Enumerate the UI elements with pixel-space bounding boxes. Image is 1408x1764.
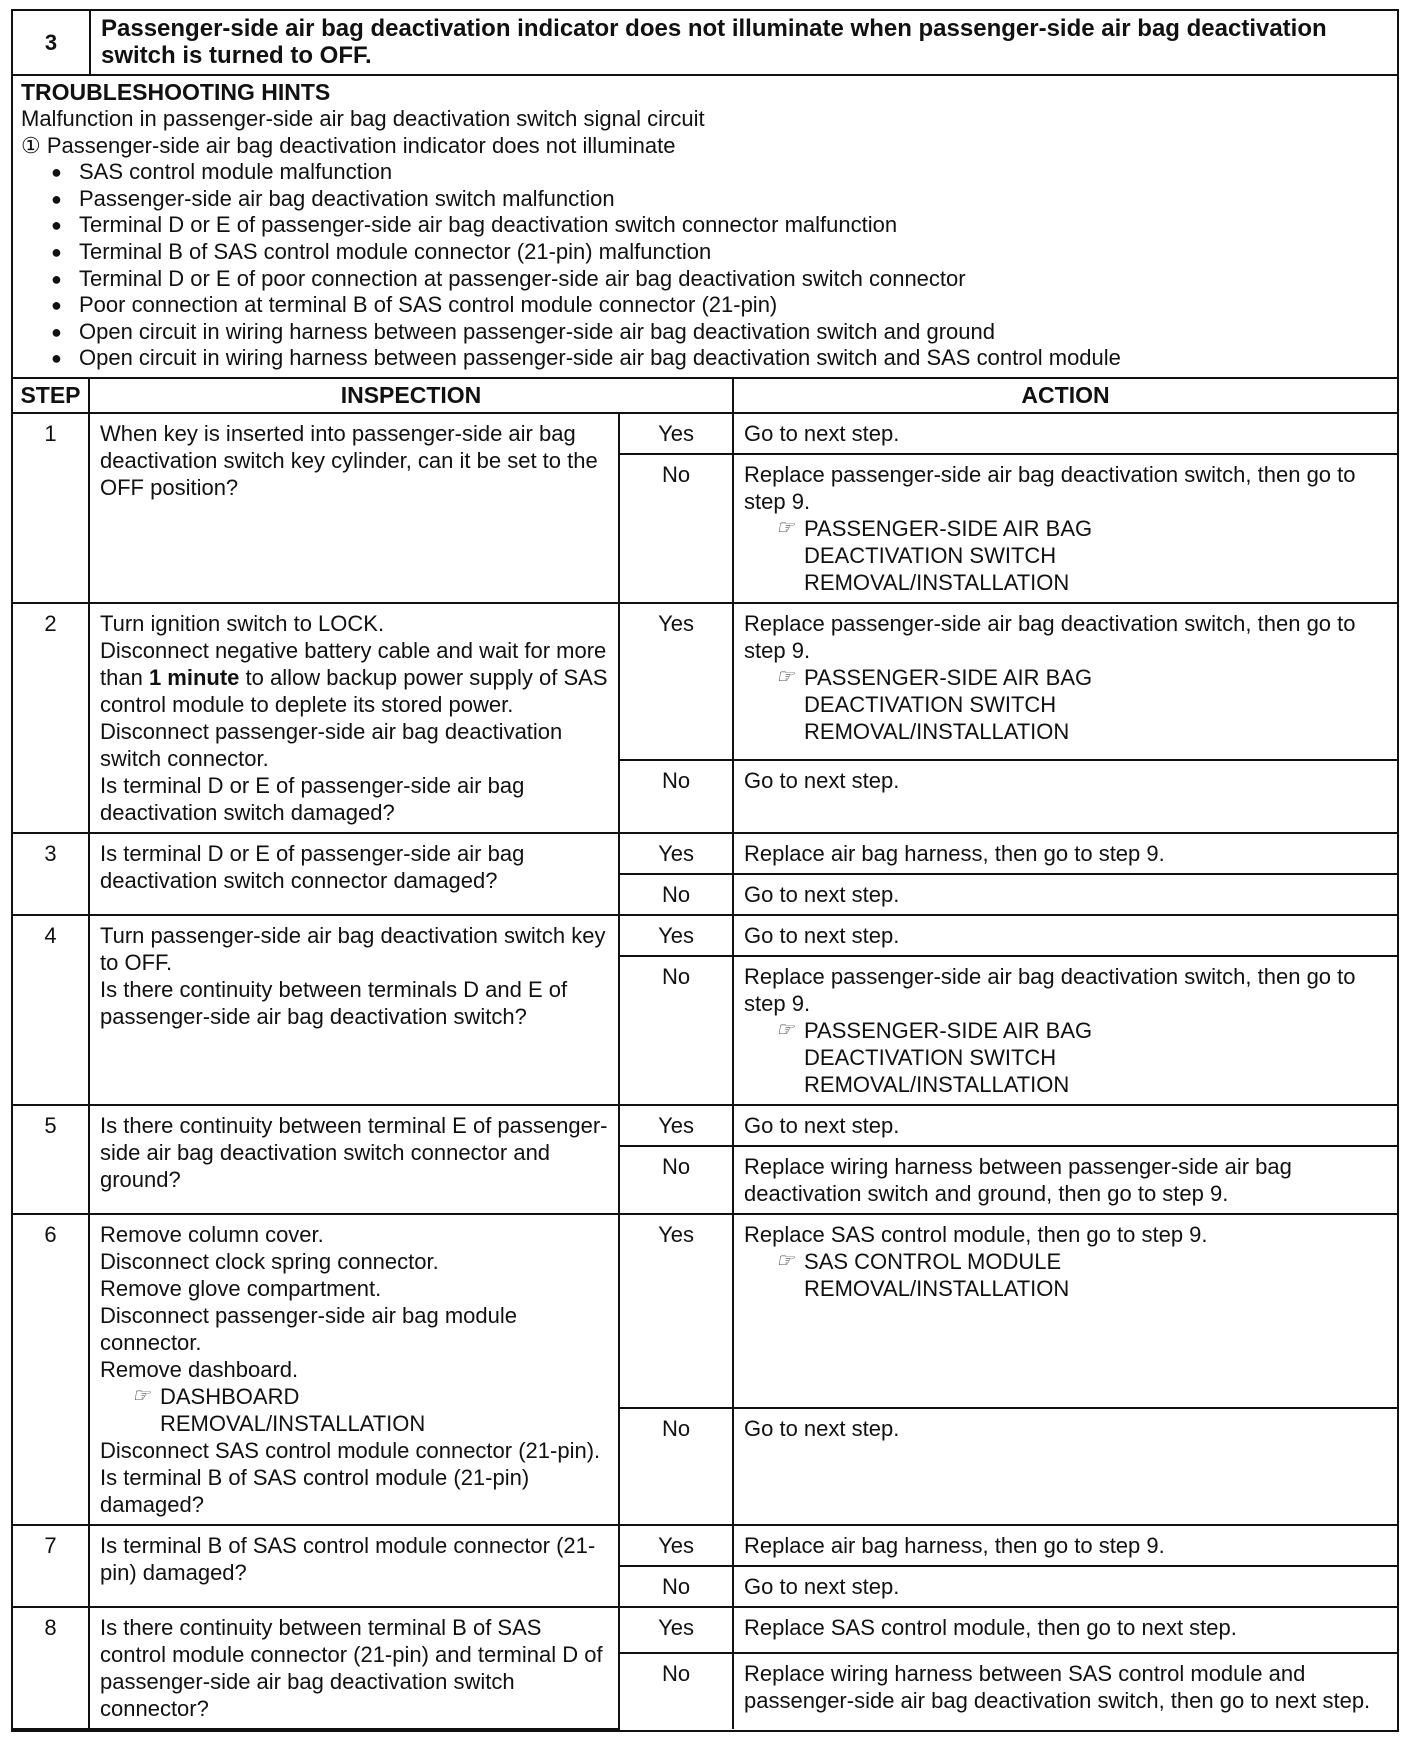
hints-title: TROUBLESHOOTING HINTS: [21, 79, 331, 105]
inspection-line: Remove dashboard.: [100, 1356, 299, 1382]
bullet-icon: ●: [51, 241, 62, 262]
no-label: No: [619, 1146, 733, 1214]
step-inspection: When key is inserted into passenger-side air bag deactivation switch key cylinder, can it be set to the OFF position?: [89, 413, 619, 603]
inspection-line: Is terminal D or E of passenger-side air bag deactivation switch damaged?: [100, 772, 525, 825]
table-row: [13, 1607, 1397, 1653]
pointing-hand-icon: ☞: [776, 516, 794, 539]
reference-line: PASSENGER-SIDE AIR BAG: [804, 515, 1093, 541]
table-row: [13, 833, 1397, 874]
inspection-line: Is terminal B of SAS control module (21-pin) damaged?: [100, 1464, 530, 1517]
yes-action: Go to next step.: [733, 1105, 1397, 1146]
yes-label: Yes: [619, 1525, 733, 1566]
step-number: 2: [13, 603, 89, 833]
hint-text: Passenger-side air bag deactivation switch malfunction: [79, 185, 615, 211]
troubleshooting-table-frame: [11, 9, 1399, 1732]
pointing-hand-icon: ☞: [776, 1018, 794, 1041]
hint-text: Poor connection at terminal B of SAS control module connector (21-pin): [79, 292, 778, 318]
reference-line: REMOVAL/INSTALLATION: [804, 569, 1070, 595]
hint-item: [51, 186, 1387, 213]
inspection-line: Remove glove compartment.: [100, 1275, 382, 1301]
hint-item: [51, 266, 1387, 293]
yes-action: Replace air bag harness, then go to step 9.: [733, 1525, 1397, 1566]
table-row: [13, 1105, 1397, 1146]
action-text: Replace SAS control module, then go to step 9.: [744, 1221, 1208, 1247]
hint-text: Terminal B of SAS control module connector (21-pin) malfunction: [79, 238, 712, 264]
yes-label: Yes: [619, 915, 733, 956]
hint-item: [51, 159, 1387, 186]
no-label: No: [619, 1566, 733, 1607]
step-number: 7: [13, 1525, 89, 1607]
inspection-emphasis: 1 minute: [148, 664, 240, 690]
bullet-icon: ●: [51, 268, 62, 289]
reference-line: DEACTIVATION SWITCH: [804, 691, 1057, 717]
hints-circuit-line: Malfunction in passenger-side air bag deactivation switch signal circuit: [21, 106, 705, 131]
yes-action: Go to next step.: [733, 413, 1397, 454]
no-action: Go to next step.: [733, 760, 1397, 833]
reference-line: REMOVAL/INSTALLATION: [804, 1275, 1070, 1301]
symptom-title: Passenger-side air bag deactivation indicator does not illuminate when passenger-side air bag deactivation switch is turned to OFF.: [101, 15, 1327, 69]
yes-label: Yes: [619, 1105, 733, 1146]
pointing-hand-icon: ☞: [776, 1249, 794, 1272]
hint-item: [51, 319, 1387, 346]
step-inspection: Is there continuity between terminal E of passenger-side air bag deactivation switch connector and ground?: [89, 1105, 619, 1214]
table-row: [13, 1214, 1397, 1408]
troubleshooting-page: [11, 9, 1399, 1732]
yes-label: Yes: [619, 1214, 733, 1408]
step-inspection: [89, 915, 619, 1105]
table-row: [13, 1525, 1397, 1566]
symptom-header: [13, 11, 1397, 76]
reference-line: DASHBOARD: [160, 1383, 300, 1409]
yes-action: Replace air bag harness, then go to step 9.: [733, 833, 1397, 874]
no-label: No: [619, 874, 733, 915]
no-label: No: [619, 1653, 733, 1729]
col-header-inspection: INSPECTION: [89, 379, 733, 413]
yes-label: Yes: [619, 413, 733, 454]
table-row: [13, 413, 1397, 454]
action-text: Replace passenger-side air bag deactivation switch, then go to step 9.: [744, 461, 1356, 514]
yes-label: Yes: [619, 833, 733, 874]
bullet-icon: ●: [51, 321, 62, 342]
reference-link[interactable]: [776, 1248, 1389, 1302]
step-number: 6: [13, 1214, 89, 1525]
pointing-hand-icon: ☞: [776, 665, 794, 688]
step-number: 1: [13, 413, 89, 603]
no-action: Go to next step.: [733, 874, 1397, 915]
reference-line: SAS CONTROL MODULE: [804, 1248, 1062, 1274]
table-row: [13, 915, 1397, 956]
reference-link[interactable]: [776, 515, 1389, 596]
hint-item: [51, 292, 1387, 319]
inspection-line: Disconnect passenger-side air bag deactivation switch connector.: [100, 718, 563, 771]
step-number: 3: [13, 833, 89, 915]
step-inspection: [89, 603, 619, 833]
action-text: Replace passenger-side air bag deactivation switch, then go to step 9.: [744, 610, 1356, 663]
yes-label: Yes: [619, 603, 733, 760]
bullet-icon: ●: [51, 295, 62, 316]
yes-action: [733, 1214, 1397, 1408]
inspection-line: Turn ignition switch to LOCK.: [100, 610, 385, 636]
bullet-icon: ●: [51, 188, 62, 209]
reference-line: PASSENGER-SIDE AIR BAG: [804, 1017, 1093, 1043]
inspection-line: Is there continuity between terminals D and E of passenger-side air bag deactivation switch?: [100, 976, 568, 1029]
hint-text: SAS control module malfunction: [79, 159, 393, 185]
yes-action: Replace SAS control module, then go to next step.: [733, 1607, 1397, 1653]
no-action: [733, 956, 1397, 1105]
step-inspection: Is terminal B of SAS control module connector (21-pin) damaged?: [89, 1525, 619, 1607]
step-number: 8: [13, 1607, 89, 1729]
inspection-table: [13, 379, 1397, 1730]
inspection-line: Disconnect passenger-side air bag module connector.: [100, 1302, 518, 1355]
no-action: [733, 454, 1397, 603]
step-number: 4: [13, 915, 89, 1105]
step-inspection: Is terminal D or E of passenger-side air bag deactivation switch connector damaged?: [89, 833, 619, 915]
reference-line: DEACTIVATION SWITCH: [804, 542, 1057, 568]
action-text: Replace passenger-side air bag deactivation switch, then go to step 9.: [744, 963, 1356, 1016]
bullet-icon: ●: [51, 348, 62, 369]
col-header-action: ACTION: [733, 379, 1397, 413]
inspection-line: Disconnect clock spring connector.: [100, 1248, 439, 1274]
inspection-line: Remove column cover.: [100, 1221, 324, 1247]
hint-text: Terminal D or E of poor connection at passenger-side air bag deactivation switch connector: [79, 265, 966, 291]
hint-item: [51, 239, 1387, 266]
no-label: No: [619, 956, 733, 1105]
reference-link[interactable]: [776, 1017, 1389, 1098]
no-label: No: [619, 454, 733, 603]
step-number: 5: [13, 1105, 89, 1214]
inspection-line: [100, 637, 610, 718]
reference-link[interactable]: [776, 664, 1389, 745]
reference-line: REMOVAL/INSTALLATION: [804, 1071, 1070, 1097]
inspection-line: Turn passenger-side air bag deactivation switch key to OFF.: [100, 922, 606, 975]
inspection-text: Disconnect negative battery cable and wait for more than: [100, 637, 607, 690]
symptom-number: 3: [13, 11, 91, 74]
hint-text: Open circuit in wiring harness between passenger-side air bag deactivation switch and SAS control module: [79, 345, 1121, 371]
reference-line: REMOVAL/INSTALLATION: [804, 718, 1070, 744]
no-action: Replace wiring harness between passenger-side air bag deactivation switch and ground, then go to step 9.: [733, 1146, 1397, 1214]
reference-line: DEACTIVATION SWITCH: [804, 1044, 1057, 1070]
bullet-icon: ●: [51, 215, 62, 236]
troubleshooting-hints: [13, 76, 1397, 379]
no-action: Go to next step.: [733, 1566, 1397, 1607]
hint-item: [51, 345, 1387, 372]
no-action: Replace wiring harness between SAS control module and passenger-side air bag deactivation switch, then go to next step.: [733, 1653, 1397, 1729]
no-label: No: [619, 1408, 733, 1525]
reference-line: PASSENGER-SIDE AIR BAG: [804, 664, 1093, 690]
col-header-step: STEP: [13, 379, 89, 413]
bullet-icon: ●: [51, 162, 62, 183]
hints-symptom-line: ① Passenger-side air bag deactivation indicator does not illuminate: [21, 132, 676, 158]
pointing-hand-icon: ☞: [132, 1384, 150, 1407]
yes-action: [733, 603, 1397, 760]
step-inspection: Is there continuity between terminal B of SAS control module connector (21-pin) and terminal D of passenger-side air bag deactivation switch connector?: [89, 1607, 619, 1729]
hint-text: Terminal D or E of passenger-side air bag deactivation switch connector malfunction: [79, 212, 898, 238]
step-inspection: [89, 1214, 619, 1525]
table-row: [13, 603, 1397, 760]
no-label: No: [619, 760, 733, 833]
yes-label: Yes: [619, 1607, 733, 1653]
table-header-row: [13, 379, 1397, 413]
hint-text: Open circuit in wiring harness between passenger-side air bag deactivation switch and ground: [79, 318, 995, 344]
inspection-text: to allow backup power supply of SAS control module to deplete its stored power.: [100, 664, 608, 717]
reference-link[interactable]: [132, 1383, 610, 1437]
no-action: Go to next step.: [733, 1408, 1397, 1525]
hint-item: [51, 212, 1387, 239]
inspection-line: Disconnect SAS control module connector (21-pin).: [100, 1437, 601, 1463]
reference-line: REMOVAL/INSTALLATION: [160, 1410, 426, 1436]
hints-cause-list: [21, 159, 1387, 372]
yes-action: Go to next step.: [733, 915, 1397, 956]
